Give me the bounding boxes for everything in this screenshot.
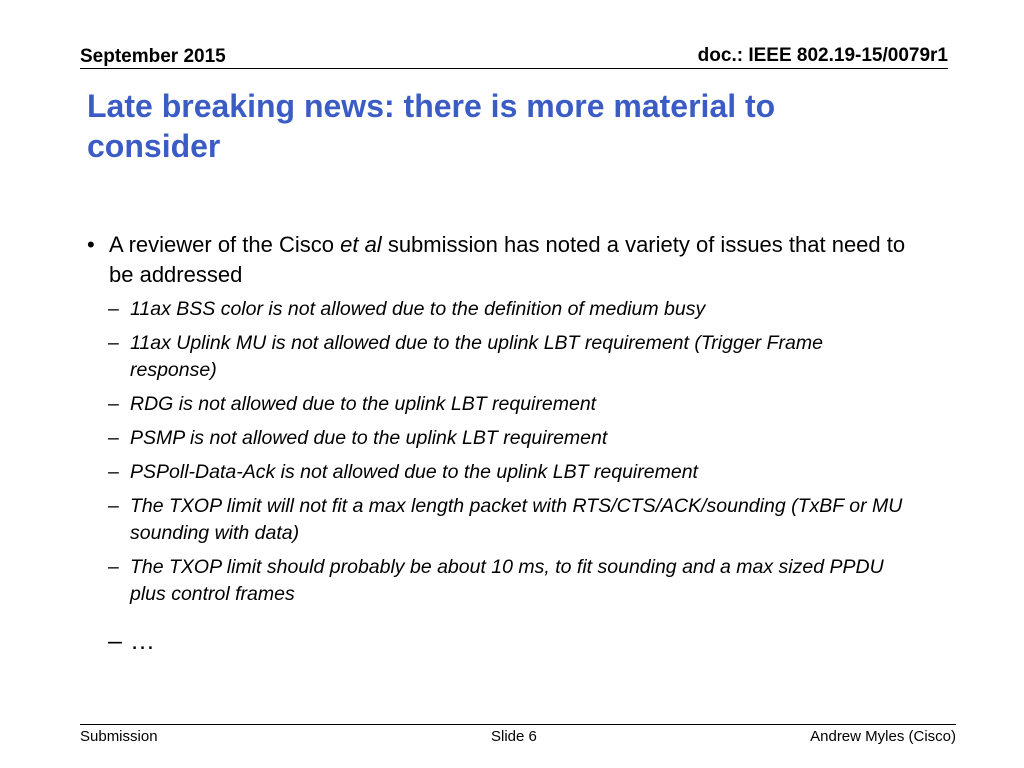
sub-bullet-item [108, 296, 908, 323]
sub-bullet-dash: – [108, 495, 119, 517]
header-doc-id: doc.: IEEE 802.19-15/0079r1 [697, 45, 948, 66]
bullet-dot: • [87, 232, 95, 257]
footer-slide-number: Slide 6 [491, 728, 537, 745]
sub-bullet-text: PSPoll-Data-Ack is not allowed due to the uplink LBT requirement [130, 461, 698, 483]
sub-bullet-item [108, 554, 908, 608]
main-bullet-text-end: submission has noted a variety of issues that need to be addressed [109, 232, 906, 287]
sub-bullet-text: 11ax Uplink MU is not allowed due to the uplink LBT requirement (Trigger Frame response) [130, 332, 823, 381]
main-bullet-text-start: A reviewer of the Cisco [109, 232, 341, 257]
main-bullet-text-italic: et al [340, 232, 382, 257]
main-bullet [87, 230, 907, 290]
slide-title: Late breaking news: there is more material to consider [87, 88, 776, 164]
ellipsis-text: … [130, 627, 155, 655]
sub-bullet-dash: – [108, 461, 119, 483]
sub-bullet-dash: – [108, 427, 119, 449]
sub-bullet-dash: – [108, 556, 119, 578]
sub-bullet-ellipsis [108, 626, 155, 656]
footer-divider [80, 724, 956, 725]
sub-bullet-dash: – [108, 298, 119, 320]
sub-bullet-item [108, 493, 908, 547]
sub-bullet-item [108, 459, 908, 486]
sub-bullet-item [108, 330, 908, 384]
footer-author: Andrew Myles (Cisco) [810, 728, 956, 745]
sub-bullet-dash: – [108, 332, 119, 354]
sub-bullet-text: The TXOP limit will not fit a max length packet with RTS/CTS/ACK/sounding (TxBF or MU sounding with data) [130, 495, 903, 544]
sub-bullet-item [108, 425, 908, 452]
sub-bullet-text: RDG is not allowed due to the uplink LBT requirement [130, 393, 597, 415]
sub-bullet-dash: – [108, 393, 119, 415]
sub-bullet-text: The TXOP limit should probably be about 10 ms, to fit sounding and a max sized PPDU plus control frames [130, 556, 884, 605]
header-date: September 2015 [80, 46, 226, 67]
sub-bullet-item [108, 391, 908, 418]
sub-bullet-text: 11ax BSS color is not allowed due to the definition of medium busy [130, 298, 706, 320]
main-bullet-text [87, 230, 907, 290]
sub-bullet-list [108, 296, 908, 615]
footer-submission: Submission [80, 728, 158, 745]
sub-bullet-text: PSMP is not allowed due to the uplink LBT requirement [130, 427, 608, 449]
sub-bullet-dash: – [108, 627, 122, 655]
